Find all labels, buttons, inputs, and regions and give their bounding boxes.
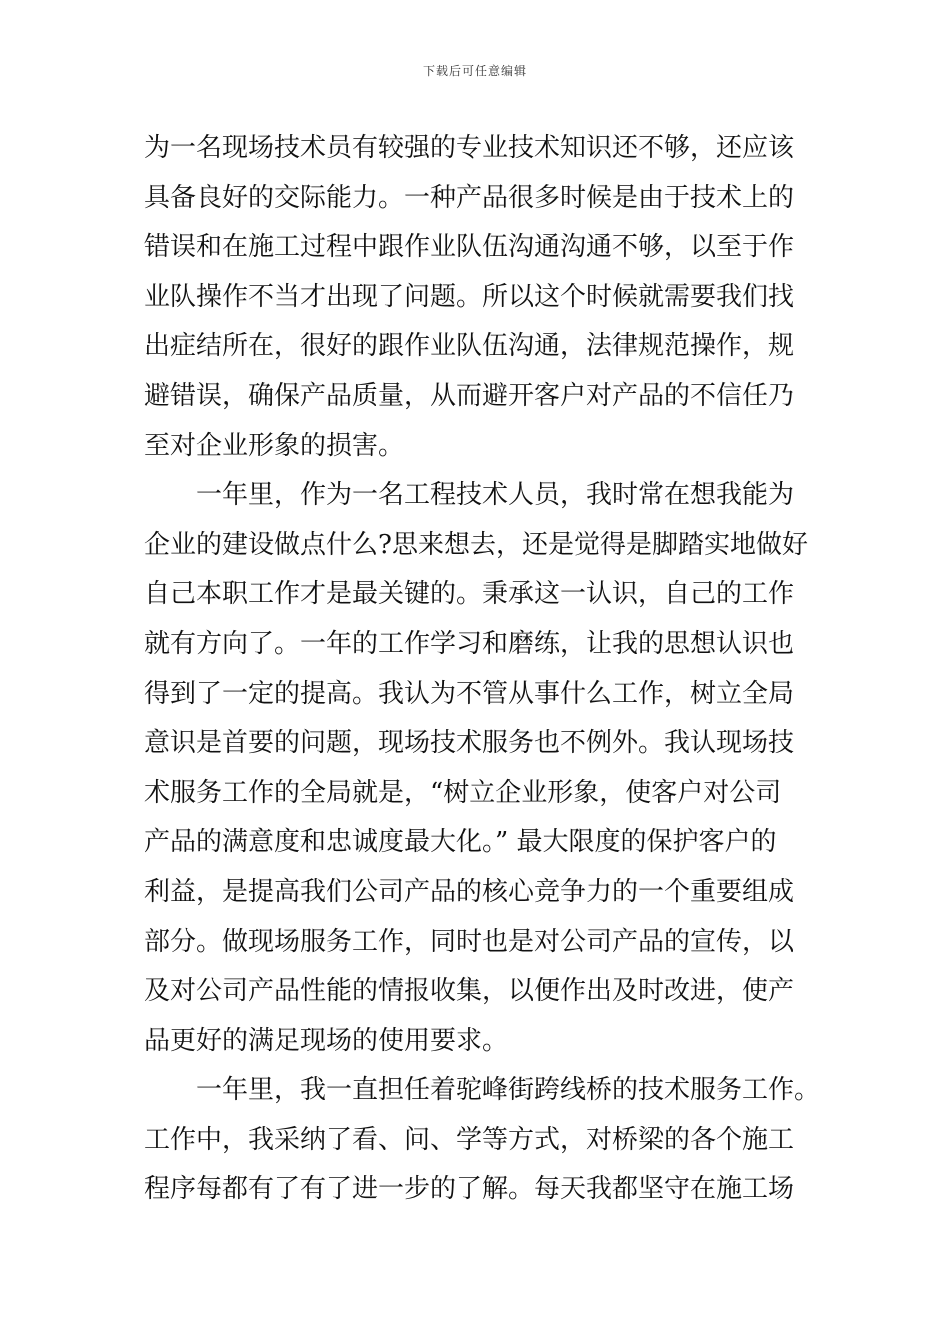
text-line: 至对企业形象的损害。 (144, 430, 405, 461)
text-line: 避错误，确保产品质量，从而避开客户对产品的不信任乃 (144, 380, 795, 411)
text-line: 程序每都有了有了进一步的了解。每天我都坚守在施工场 (144, 1174, 795, 1205)
text-line: 一年里，我一直担任着驼峰街跨线桥的技术服务工作。 (144, 1075, 821, 1106)
text-line: 自己本职工作才是最关键的。秉承这一认识，自己的工作 (144, 579, 795, 610)
text-line: 具备良好的交际能力。一种产品很多时候是由于技术上的 (144, 182, 795, 213)
text-line: 为一名现场技术员有较强的专业技术知识还不够，还应该 (144, 133, 795, 163)
text-line: 错误和在施工过程中跟作业队伍沟通沟通不够，以至于作 (144, 232, 795, 263)
text-line: 工作中，我采纳了看、问、学等方式，对桥梁的各个施工 (144, 1124, 795, 1155)
text-line: 利益，是提高我们公司产品的核心竞争力的一个重要组成 (144, 876, 795, 907)
text-line: 意识是首要的问题，现场技术服务也不例外。我认现场技 (144, 728, 795, 759)
text-line: 业队操作不当才出现了问题。所以这个时候就需要我们找 (144, 281, 795, 312)
page-header: 下载后可任意编辑 (422, 64, 527, 78)
text-line: 企业的建设做点什么?思来想去，还是觉得是脚踏实地做好 (144, 529, 808, 560)
text-line: 出症结所在，很好的跟作业队伍沟通，法律规范操作，规 (144, 331, 795, 362)
text-line: 得到了一定的提高。我认为不管从事什么工作，树立全局 (144, 678, 795, 709)
text-line: 一年里，作为一名工程技术人员，我时常在想我能为 (144, 480, 795, 511)
text-line: 部分。做现场服务工作，同时也是对公司产品的宣传，以 (144, 926, 795, 957)
text-line: 就有方向了。一年的工作学习和磨练，让我的思想认识也 (144, 628, 795, 659)
document-body (144, 124, 821, 1215)
text-line: 术服务工作的全局就是，“树立企业形象，使客户对公司 (144, 777, 782, 808)
text-line: 产品的满意度和忠诚度最大化。” 最大限度的保护客户的 (144, 827, 777, 858)
text-line: 及对公司产品性能的情报收集，以便作出及时改进，使产 (144, 976, 795, 1007)
text-line: 品更好的满足现场的使用要求。 (144, 1025, 509, 1056)
